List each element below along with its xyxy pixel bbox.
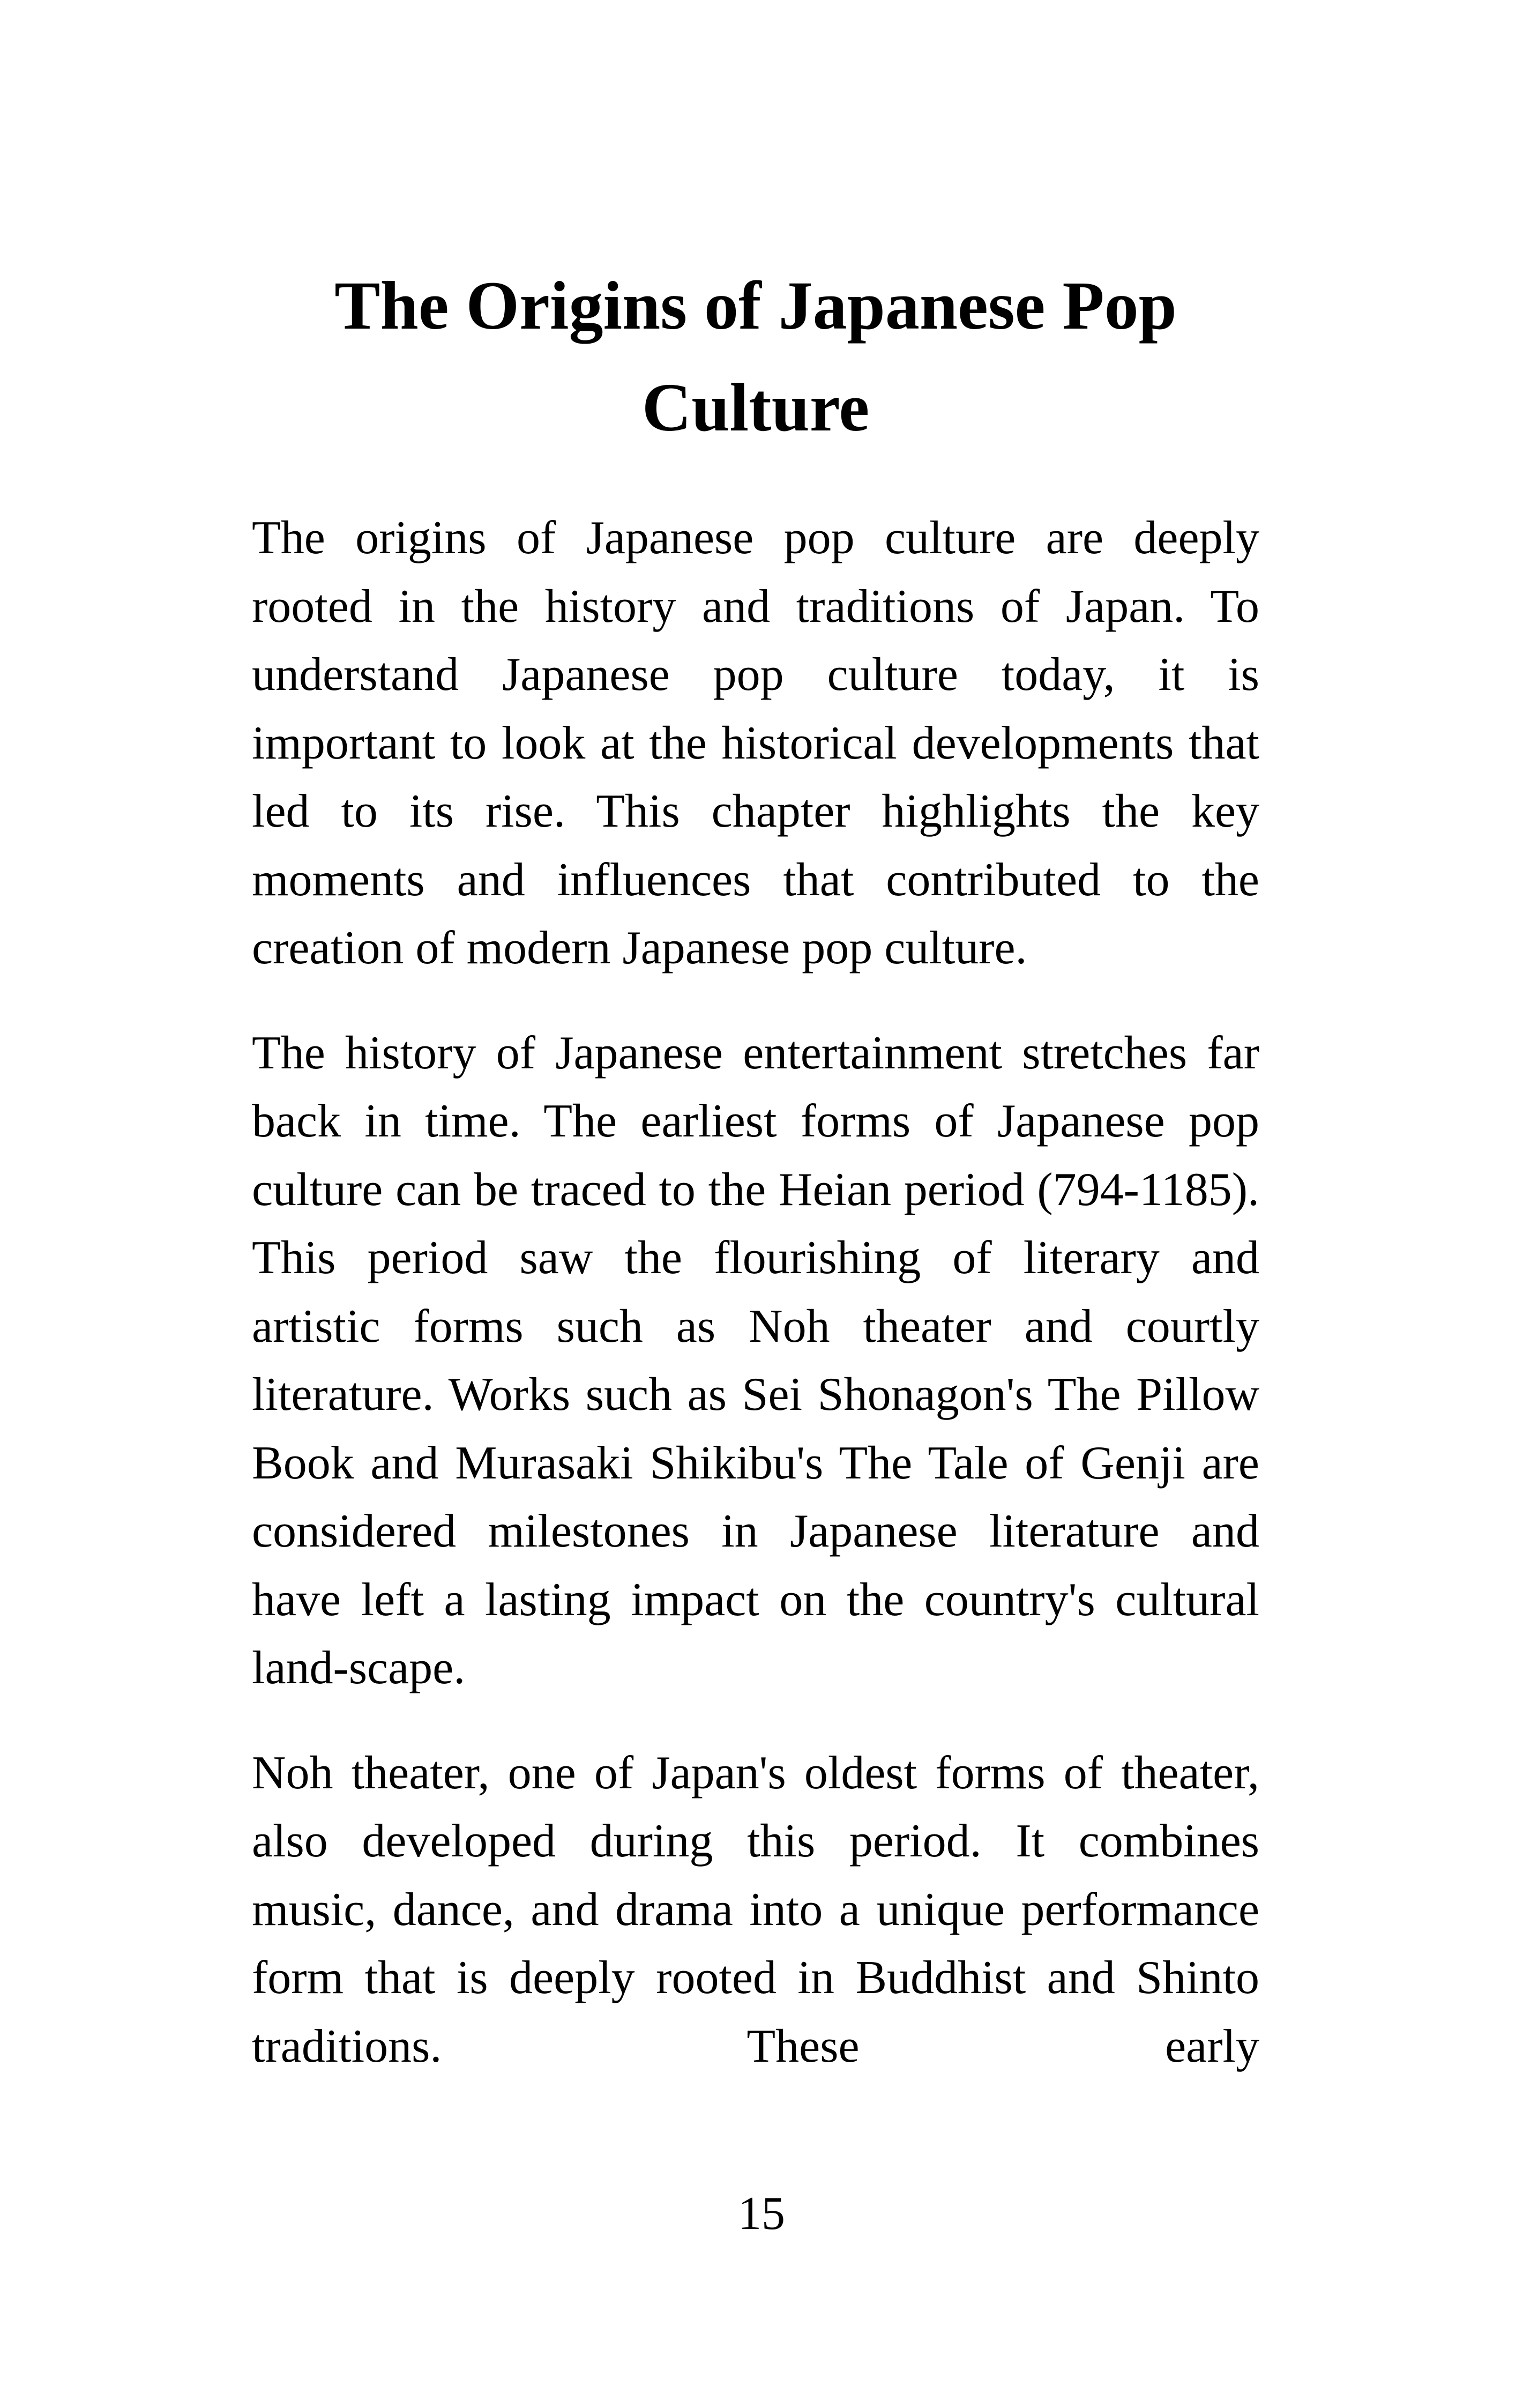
paragraph-2: The history of Japanese entertainment stretches far back in time. The earliest forms of Japanese pop culture can be traced to the Heian period (794-1185). This period saw the flourishing of literary and artistic forms such as Noh theater and courtly literature. Works such as Sei Shonagon's The Pillow Book and Murasaki Shikibu's The Tale of Genji are considered milestones in Japanese literature and have left a lasting impact on the country's cultural land-scape. bbox=[252, 1027, 1259, 1694]
page-number: 15 bbox=[738, 2188, 785, 2240]
chapter-body bbox=[252, 504, 1259, 2117]
chapter-title: The Origins of Japanese Pop Culture bbox=[334, 267, 1177, 445]
paragraph-1: The origins of Japanese pop culture are deeply rooted in the history and traditions of Japan. To understand Japanese pop culture today, it is important to look at the historical developments that led to its rise. This chapter highlights the key moments and influences that contributed to the creation of modern Japanese pop culture. bbox=[252, 512, 1259, 974]
paragraph-3: Noh theater, one of Japan's oldest forms of theater, also developed during this period. It combines music, dance, and drama into a unique performance form that is deeply rooted in Buddhist and Shinto traditions. These early bbox=[252, 1746, 1259, 2072]
